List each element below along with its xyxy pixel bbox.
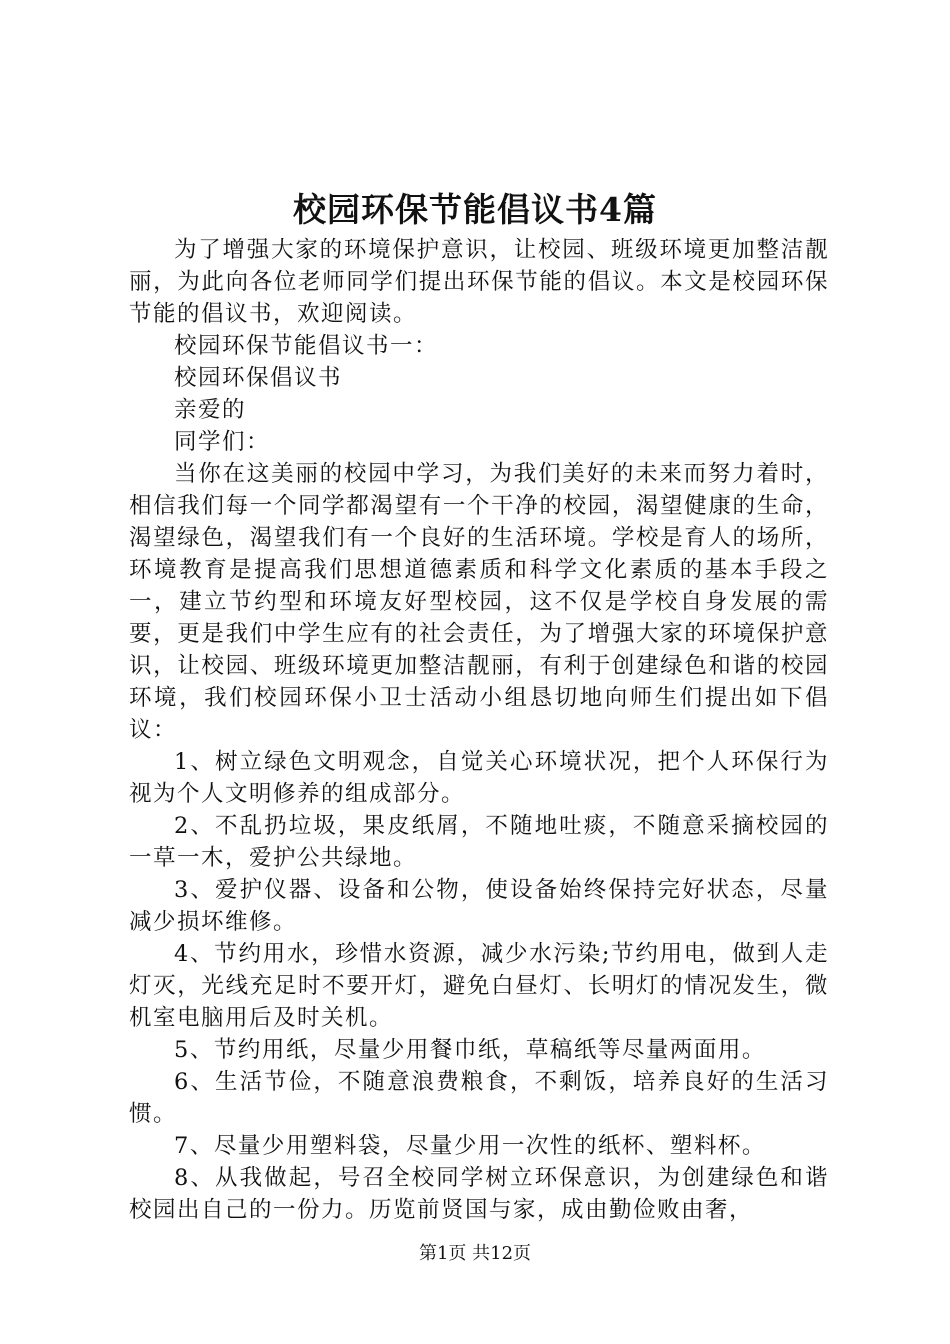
document-body (129, 234, 829, 1226)
list-item-6: 6、生活节俭，不随意浪费粮食，不剩饭，培养良好的生活习惯。 (129, 1069, 829, 1127)
paragraph-salutation: 亲爱的 (174, 397, 247, 423)
list-item-7: 7、尽量少用塑料袋，尽量少用一次性的纸杯、塑料杯。 (174, 1133, 766, 1159)
list-item-3: 3、爱护仪器、设备和公物，使设备始终保持完好状态，尽量减少损坏维修。 (129, 877, 829, 935)
paragraph-intro: 为了增强大家的环境保护意识，让校园、班级环境更加整洁靓丽，为此向各位老师同学们提出环保节能的倡议。本文是校园环保节能的倡议书，欢迎阅读。 (129, 237, 829, 327)
list-item-4: 4、节约用水，珍惜水资源，减少水污染;节约用电，做到人走灯灭，光线充足时不要开灯，避免白昼灯、长明灯的情况发生，微机室电脑用后及时关机。 (129, 941, 829, 1031)
paragraph-letter-title: 校园环保倡议书 (174, 365, 343, 391)
list-item-1: 1、树立绿色文明观念，自觉关心环境状况，把个人环保行为视为个人文明修养的组成部分。 (129, 749, 829, 807)
paragraph-salutation-recipient: 同学们： (174, 429, 271, 455)
list-item-5: 5、节约用纸，尽量少用餐巾纸，草稿纸等尽量两面用。 (174, 1037, 766, 1063)
list-item-8: 8、从我做起，号召全校同学树立环保意识，为创建绿色和谐校园出自己的一份力。历览前贤国与家，成由勤俭败由奢， (129, 1165, 829, 1223)
list-item-2: 2、不乱扔垃圾，果皮纸屑，不随地吐痰，不随意采摘校园的一草一木，爱护公共绿地。 (129, 813, 829, 871)
page-footer: 第1页 共12页 (418, 1243, 532, 1264)
document-title: 校园环保节能倡议书4篇 (293, 190, 657, 229)
paragraph-section-heading: 校园环保节能倡议书一： (174, 333, 439, 359)
paragraph-body: 当你在这美丽的校园中学习，为我们美好的未来而努力着时，相信我们每一个同学都渴望有一个干净的校园，渴望健康的生命，渴望绿色，渴望我们有一个良好的生活环境。学校是育人的场所，环境教育是提高我们思想道德素质和科学文化素质的基本手段之一，建立节约型和环境友好型校园，这不仅是学校自身发展的需要，更是我们中学生应有的社会责任，为了增强大家的环境保护意识，让校园、班级环境更加整洁靓丽，有利于创建绿色和谐的校园环境，我们校园环保小卫士活动小组恳切地向师生们提出如下倡议： (129, 461, 829, 743)
